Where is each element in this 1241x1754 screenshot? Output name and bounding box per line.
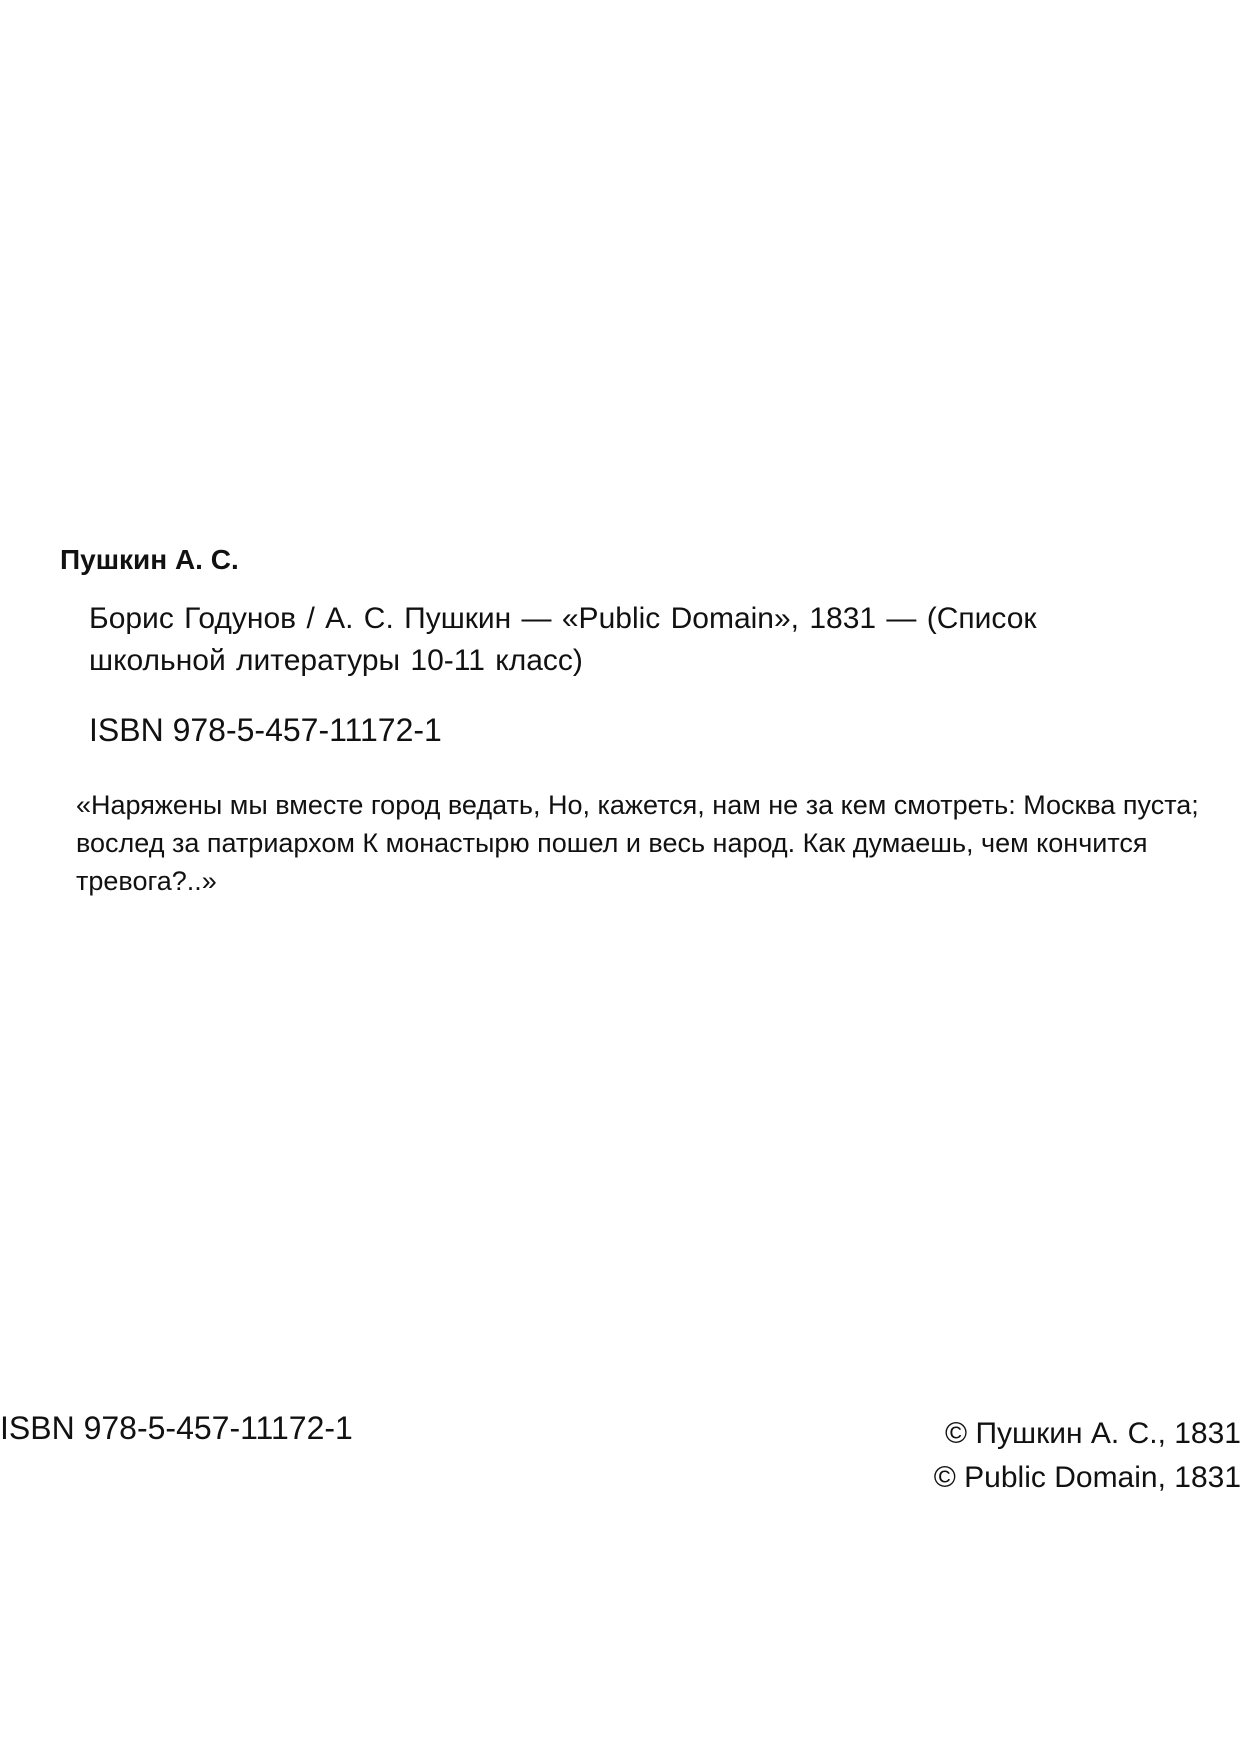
- isbn-bottom: ISBN 978-5-457-11172-1: [0, 1410, 353, 1446]
- copyright-block: [934, 1412, 1241, 1500]
- copyright-author: © Пушкин А. С., 1831: [945, 1417, 1241, 1450]
- copyright-public-domain: © Public Domain, 1831: [933, 1461, 1241, 1494]
- author-heading: Пушкин А. С.: [60, 544, 239, 575]
- bibliographic-entry: Борис Годунов / А. С. Пушкин — «Public Domain», 1831 — (Список школьной литературы 10-11 класс): [89, 602, 1037, 677]
- isbn-top: ISBN 978-5-457-11172-1: [89, 712, 442, 748]
- annotation-quote: «Наряжены мы вместе город ведать, Но, кажется, нам не за кем смотреть: Москва пуста; вослед за патриархом К монастырю пошел и весь народ. Как думаешь, чем кончится тревога?..»: [76, 790, 1199, 896]
